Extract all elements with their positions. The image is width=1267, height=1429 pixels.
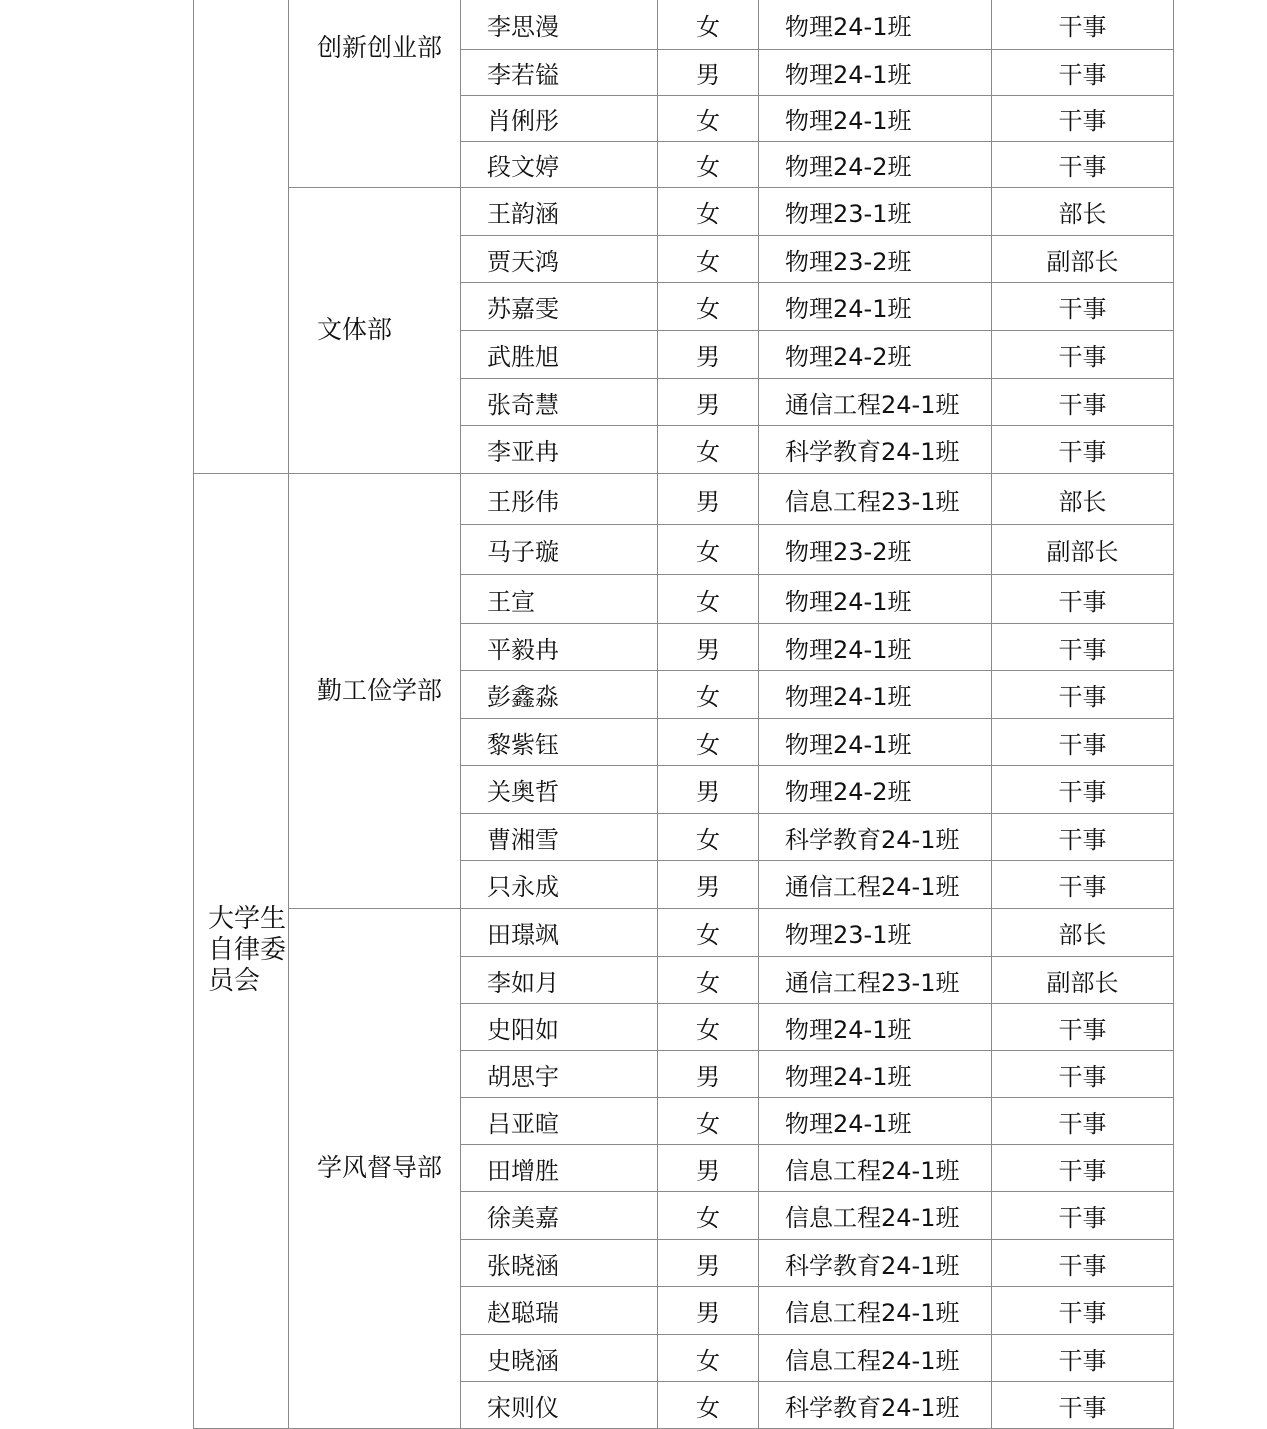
member-role: 干事 [992, 141, 1174, 187]
member-class: 物理24-2班 [759, 765, 992, 813]
member-role: 干事 [992, 1191, 1174, 1239]
member-name: 李若镒 [461, 49, 658, 95]
member-class: 物理24-1班 [759, 95, 992, 141]
member-name: 武胜旭 [461, 330, 658, 378]
organization-cell [194, 0, 289, 473]
member-name: 关奥哲 [461, 765, 658, 813]
member-name: 田增胜 [461, 1144, 658, 1191]
member-name: 张晓涵 [461, 1239, 658, 1286]
department-name: 学风督导部 [289, 908, 461, 1428]
member-gender: 女 [658, 524, 759, 574]
member-gender: 男 [658, 473, 759, 524]
member-name: 赵聪瑞 [461, 1286, 658, 1334]
member-class: 通信工程23-1班 [759, 956, 992, 1003]
member-class: 信息工程24-1班 [759, 1191, 992, 1239]
member-class: 物理24-1班 [759, 718, 992, 765]
member-gender: 女 [658, 574, 759, 623]
member-gender: 女 [658, 0, 759, 49]
member-gender: 女 [658, 1191, 759, 1239]
member-role: 干事 [992, 282, 1174, 330]
member-gender: 女 [658, 235, 759, 282]
member-gender: 女 [658, 1381, 759, 1428]
member-gender: 女 [658, 1334, 759, 1381]
member-class: 物理24-2班 [759, 330, 992, 378]
organization-name: 大学生自律委员会 [208, 904, 287, 996]
member-class: 物理23-2班 [759, 524, 992, 574]
member-role: 干事 [992, 718, 1174, 765]
member-class: 物理24-1班 [759, 574, 992, 623]
member-role: 干事 [992, 1097, 1174, 1144]
member-role: 干事 [992, 1239, 1174, 1286]
member-gender: 男 [658, 623, 759, 670]
member-gender: 女 [658, 813, 759, 860]
member-name: 张奇慧 [461, 378, 658, 425]
table-row [194, 0, 1174, 49]
member-gender: 男 [658, 1050, 759, 1097]
member-name: 王宣 [461, 574, 658, 623]
member-class: 物理24-1班 [759, 282, 992, 330]
member-class: 信息工程24-1班 [759, 1334, 992, 1381]
member-name: 王韵涵 [461, 187, 658, 235]
member-role: 干事 [992, 860, 1174, 908]
member-gender: 男 [658, 1286, 759, 1334]
member-gender: 女 [658, 956, 759, 1003]
member-gender: 女 [658, 282, 759, 330]
member-class: 科学教育24-1班 [759, 1381, 992, 1428]
member-role: 部长 [992, 473, 1174, 524]
member-class: 物理24-1班 [759, 1097, 992, 1144]
member-role: 部长 [992, 187, 1174, 235]
member-name: 宋则仪 [461, 1381, 658, 1428]
member-role: 干事 [992, 813, 1174, 860]
member-role: 干事 [992, 95, 1174, 141]
member-name: 贾天鸿 [461, 235, 658, 282]
member-role: 干事 [992, 330, 1174, 378]
member-role: 干事 [992, 1381, 1174, 1428]
member-roster-table [193, 0, 1174, 1429]
member-class: 物理24-2班 [759, 141, 992, 187]
member-name: 徐美嘉 [461, 1191, 658, 1239]
member-gender: 女 [658, 425, 759, 473]
member-name: 彭鑫淼 [461, 670, 658, 718]
member-gender: 男 [658, 330, 759, 378]
member-class: 物理23-1班 [759, 187, 992, 235]
organization-cell [194, 473, 289, 1428]
member-class: 信息工程24-1班 [759, 1286, 992, 1334]
member-name: 史阳如 [461, 1003, 658, 1050]
member-class: 信息工程24-1班 [759, 1144, 992, 1191]
member-gender: 女 [658, 908, 759, 956]
member-gender: 女 [658, 1097, 759, 1144]
member-gender: 女 [658, 670, 759, 718]
member-role: 干事 [992, 623, 1174, 670]
member-class: 物理23-1班 [759, 908, 992, 956]
member-class: 信息工程23-1班 [759, 473, 992, 524]
member-gender: 男 [658, 765, 759, 813]
member-role: 干事 [992, 574, 1174, 623]
member-gender: 女 [658, 187, 759, 235]
member-name: 马子璇 [461, 524, 658, 574]
member-class: 物理24-1班 [759, 49, 992, 95]
member-class: 物理24-1班 [759, 623, 992, 670]
member-role: 干事 [992, 670, 1174, 718]
member-role: 副部长 [992, 956, 1174, 1003]
member-class: 科学教育24-1班 [759, 425, 992, 473]
member-role: 干事 [992, 1003, 1174, 1050]
member-name: 史晓涵 [461, 1334, 658, 1381]
member-name: 李思漫 [461, 0, 658, 49]
member-name: 李亚冉 [461, 425, 658, 473]
member-gender: 男 [658, 1239, 759, 1286]
member-role: 干事 [992, 1050, 1174, 1097]
member-gender: 女 [658, 718, 759, 765]
member-gender: 女 [658, 1003, 759, 1050]
member-name: 平毅冉 [461, 623, 658, 670]
member-class: 科学教育24-1班 [759, 1239, 992, 1286]
member-role: 干事 [992, 378, 1174, 425]
member-name: 段文婷 [461, 141, 658, 187]
member-name: 只永成 [461, 860, 658, 908]
member-class: 物理24-1班 [759, 0, 992, 49]
table-row [194, 908, 1174, 956]
table-row [194, 473, 1174, 524]
member-role: 副部长 [992, 235, 1174, 282]
member-gender: 男 [658, 49, 759, 95]
member-name: 苏嘉雯 [461, 282, 658, 330]
department-name: 勤工俭学部 [289, 473, 461, 908]
member-role: 干事 [992, 1286, 1174, 1334]
department-name: 创新创业部 [289, 0, 461, 187]
member-name: 曹湘雪 [461, 813, 658, 860]
member-class: 物理23-2班 [759, 235, 992, 282]
member-name: 胡思宇 [461, 1050, 658, 1097]
member-name: 吕亚暄 [461, 1097, 658, 1144]
member-name: 田璟飒 [461, 908, 658, 956]
member-role: 干事 [992, 49, 1174, 95]
member-name: 王彤伟 [461, 473, 658, 524]
member-gender: 女 [658, 141, 759, 187]
member-role: 干事 [992, 765, 1174, 813]
table-row [194, 187, 1174, 235]
member-role: 干事 [992, 1334, 1174, 1381]
member-class: 物理24-1班 [759, 1050, 992, 1097]
member-gender: 男 [658, 378, 759, 425]
member-name: 黎紫钰 [461, 718, 658, 765]
member-name: 肖俐彤 [461, 95, 658, 141]
member-role: 干事 [992, 0, 1174, 49]
member-role: 干事 [992, 425, 1174, 473]
member-role: 副部长 [992, 524, 1174, 574]
member-role: 干事 [992, 1144, 1174, 1191]
member-class: 通信工程24-1班 [759, 860, 992, 908]
member-name: 李如月 [461, 956, 658, 1003]
roster-body [194, 0, 1174, 1428]
department-name: 文体部 [289, 187, 461, 473]
member-class: 科学教育24-1班 [759, 813, 992, 860]
member-class: 物理24-1班 [759, 1003, 992, 1050]
member-gender: 女 [658, 95, 759, 141]
member-class: 通信工程24-1班 [759, 378, 992, 425]
member-gender: 男 [658, 1144, 759, 1191]
member-gender: 男 [658, 860, 759, 908]
member-role: 部长 [992, 908, 1174, 956]
member-class: 物理24-1班 [759, 670, 992, 718]
